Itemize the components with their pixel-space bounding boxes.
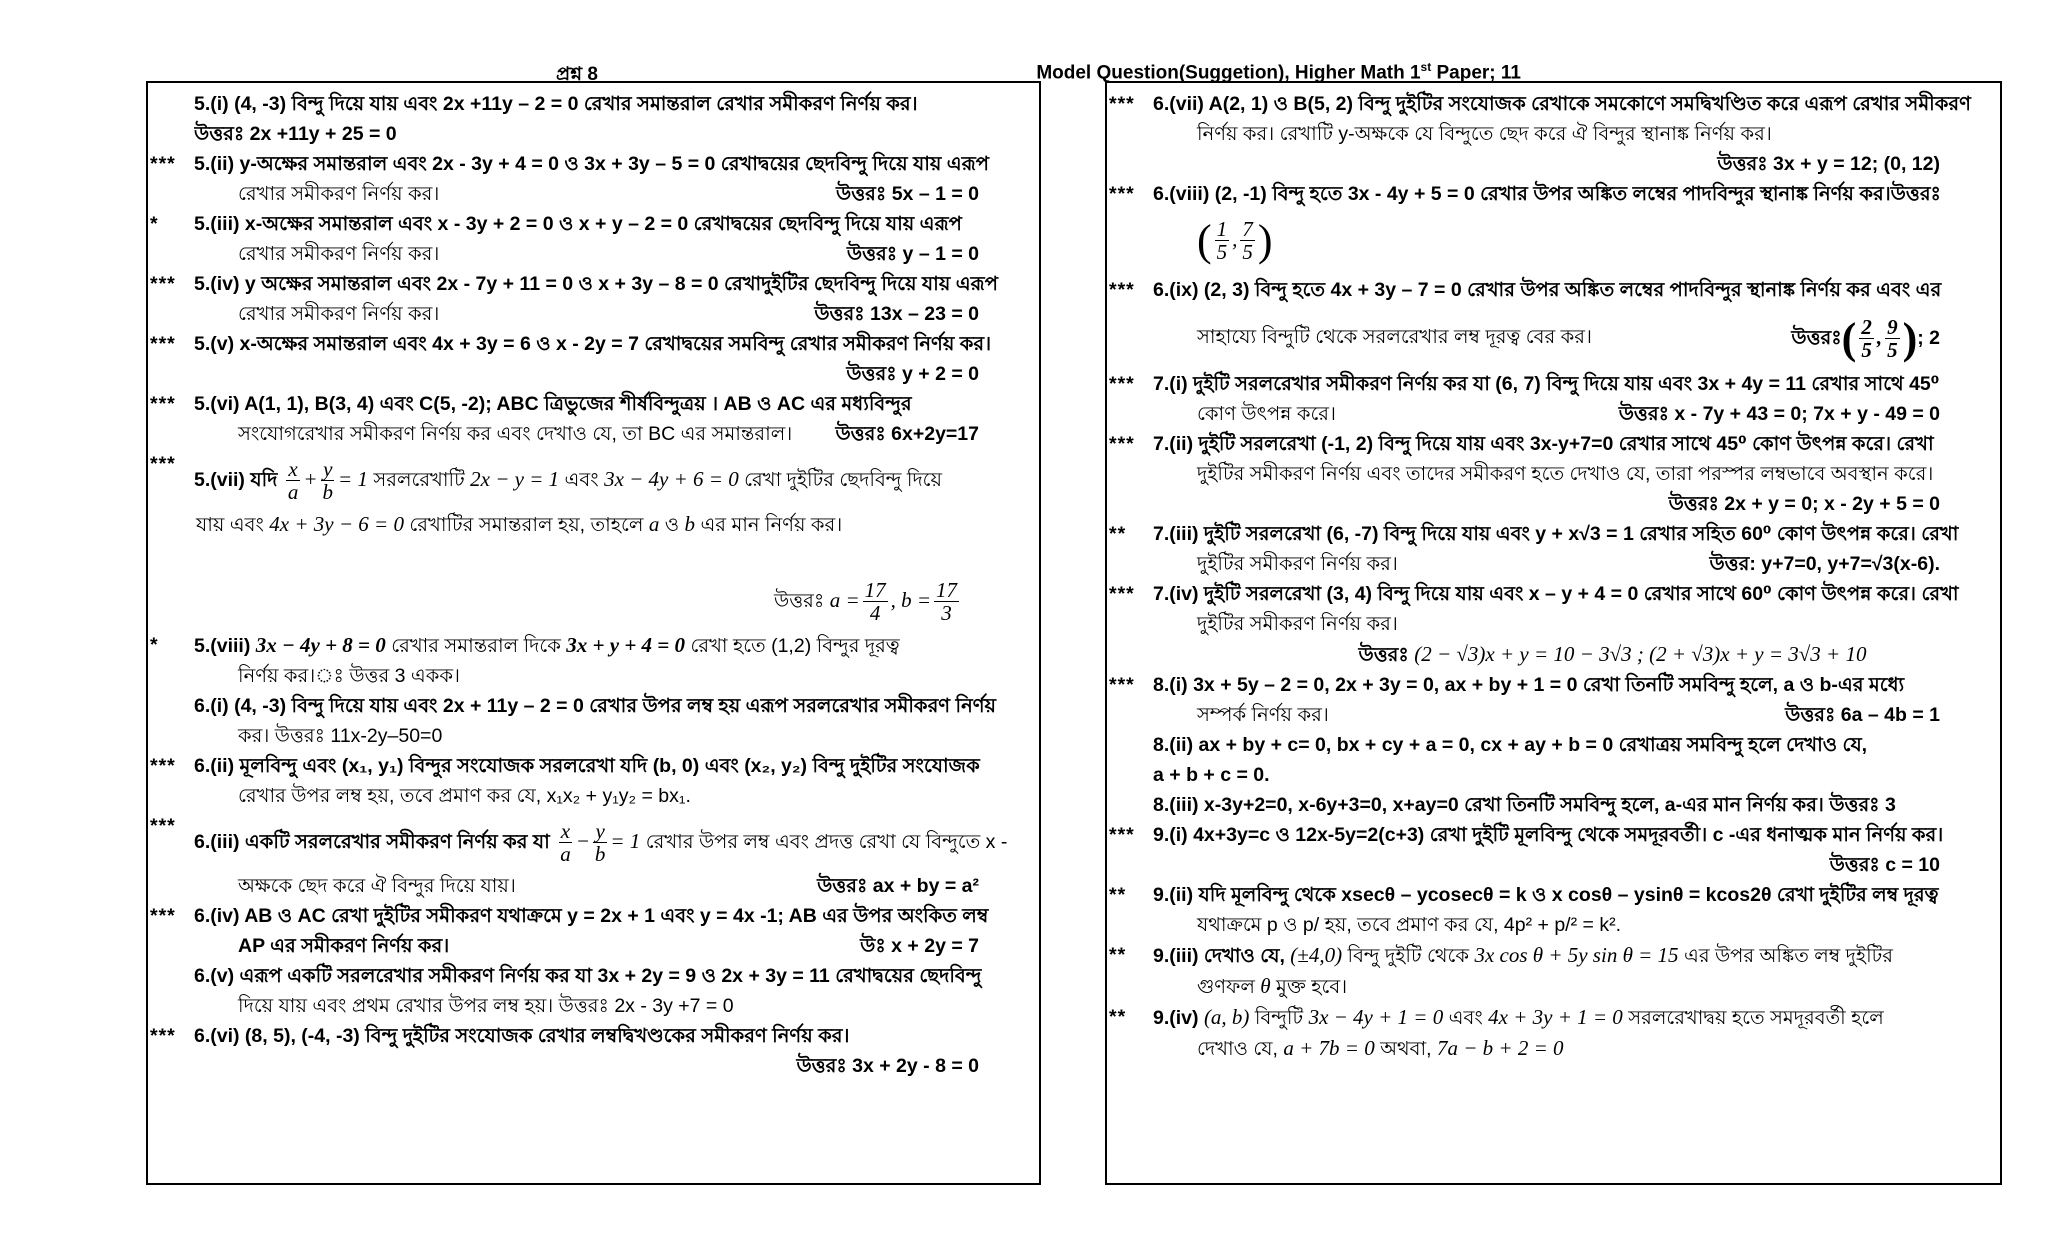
equation: a + 7b = 0 — [1283, 1036, 1375, 1060]
left-question-column — [146, 81, 1041, 1185]
question-text: 6.(viii) (2, -1) বিন্দু হতে 3x - 4y + 5 = 0 রেখার উপর অঙ্কিত লম্বের পাদবিন্দুর স্থানাঙ্ক নির্ণয় কর।উত্তরঃ — [1153, 183, 1941, 205]
equation: θ — [1260, 974, 1271, 998]
question-label: 5.(viii) — [194, 635, 251, 657]
importance-stars: *** — [1109, 93, 1135, 115]
question-9iii — [1107, 940, 1992, 1002]
question-9i — [1107, 820, 1992, 880]
question-text-cont: কর। উত্তরঃ 11x-2y–50=0 — [238, 725, 443, 747]
question-text: 5.(iii) x-অক্ষের সমান্তরাল এবং x - 3y + 2 = 0 ও x + y – 2 = 0 রেখাদ্বয়ের ছেদবিন্দু দিয়ে যায় এরূপ — [194, 213, 962, 235]
question-text: এবং — [564, 469, 599, 491]
equation: 3x − 4y + 6 = 0 — [604, 467, 739, 491]
importance-stars: *** — [1109, 674, 1135, 696]
equation: 3x − 4y + 1 = 0 — [1308, 1005, 1444, 1029]
answer-text: উত্তরঃ 6x+2y=17 — [835, 423, 979, 445]
fraction-y-over-b: $\frac{y}{b}$ — [594, 819, 606, 867]
importance-stars — [148, 961, 194, 1021]
question-6v — [148, 961, 1031, 1021]
importance-stars: *** — [150, 1025, 176, 1047]
question-text: 5.(ii) y-অক্ষের সমান্তরাল এবং 2x - 3y + 4 = 0 ও 3x + 3y – 5 = 0 রেখাদ্বয়ের ছেদবিন্দু দিয়ে যায় এরূপ — [194, 153, 990, 175]
answer-text: উত্তরঃ 6a – 4b = 1 — [1785, 704, 1940, 726]
question-text: দেখাও যে, — [1197, 1038, 1278, 1060]
question-text-cont: দুইটির সমীকরণ নির্ণয় এবং তাদের সমীকরণ হতে দেখাও যে, তারা পরস্পর লম্বভাবে অবস্থান করে। — [1197, 463, 1934, 485]
importance-stars: ** — [1109, 1006, 1127, 1028]
question-5vi — [148, 389, 1031, 449]
page-header-left: প্রশ্ন 8 — [556, 64, 598, 85]
importance-stars: *** — [1109, 279, 1135, 301]
question-5i — [148, 89, 1031, 149]
question-text-cont: সম্পর্ক নির্ণয় কর। — [1197, 704, 1329, 726]
importance-stars: * — [150, 634, 159, 656]
answer-text: উত্তরঃ 5x – 1 = 0 — [836, 183, 979, 205]
answer-text: উত্তরঃ 3x + y = 12; (0, 12) — [1717, 153, 1940, 175]
question-text: এর মান নির্ণয় কর। — [700, 514, 843, 536]
question-8iii — [1107, 790, 1992, 820]
answer-text: উত্তরঃ y – 1 = 0 — [846, 243, 979, 265]
header-page: Paper; 11 — [1431, 62, 1521, 84]
question-5iv — [148, 269, 1031, 329]
equation: 2x − y = 1 — [470, 467, 560, 491]
question-text: এবং — [1448, 1007, 1483, 1029]
question-text-cont: দিয়ে যায় এবং প্রথম রেখার উপর লম্ব হয়। উত্তরঃ 2x - 3y +7 = 0 — [238, 995, 734, 1017]
equation: 7a − b + 2 = 0 — [1437, 1036, 1564, 1060]
question-text: 6.(vi) (8, 5), (-4, -3) বিন্দু দুইটির সংযোজক রেখার লম্বদ্বিখণ্ডকের সমীকরণ নির্ণয় কর। — [194, 1025, 850, 1047]
question-text-cont: রেখার সমীকরণ নির্ণয় কর। — [238, 243, 440, 265]
importance-stars: *** — [150, 453, 176, 475]
question-text: যায় এবং — [196, 514, 264, 536]
answer-text: উত্তরঃ y + 2 = 0 — [846, 363, 979, 385]
question-5vii: *** 5.(vii) যদি $\frac{x}{a}$ + $\frac{y}{b}$ = 1 সরলরেখাটি 2x − y = 1 এবং 3x − 4y + 6 = 0 রেখা দুইটির ছেদবিন্দু দিয়ে যায় এবং 4x + 3y − 6 = 0 রেখাটির সমান্তরাল হয়, তাহলে a ও b এর মান নির্ণয় কর। উত্তরঃ a = $\frac{17}{4}$ , b = $\frac{17}{3}$ — [148, 449, 1031, 630]
question-text: 6.(ix) (2, 3) বিন্দু হতে 4x + 3y – 7 = 0 রেখার উপর অঙ্কিত লম্বের পাদবিন্দুর স্থানাঙ্ক নির্ণয় কর এবং এর — [1153, 279, 1942, 301]
question-9iv — [1107, 1002, 1992, 1064]
question-text: 5.(i) (4, -3) বিন্দু দিয়ে যায় এবং 2x +11y – 2 = 0 রেখার সমান্তরাল রেখার সমীকরণ নির্ণয় কর। — [194, 93, 918, 115]
question-text: রেখার উপর লম্ব এবং প্রদত্ত রেখা যে বিন্দুতে x - — [645, 831, 1008, 853]
question-8i — [1107, 670, 1992, 730]
question-text: 9.(ii) যদি মূলবিন্দু থেকে xsecθ – ycosecθ = k ও x cosθ – ysinθ = kcos2θ রেখা দুইটির লম্ব দূরত্ব — [1153, 884, 1939, 906]
question-text: 5.(v) x-অক্ষের সমান্তরাল এবং 4x + 3y = 6 ও x - 2y = 7 রেখাদ্বয়ের সমবিন্দু রেখার সমীকরণ নির্ণয় কর। — [194, 333, 992, 355]
importance-stars: *** — [150, 815, 176, 837]
question-text-cont: যথাক্রমে p ও p/ হয়, তবে প্রমাণ কর যে, 4p² + p/² = k². — [1197, 914, 1621, 936]
importance-stars — [148, 89, 194, 149]
importance-stars: *** — [150, 393, 176, 415]
importance-stars: *** — [1109, 433, 1135, 455]
answer-text: উত্তরঃ c = 10 — [1829, 854, 1940, 876]
question-6vi — [148, 1021, 1031, 1081]
question-9ii — [1107, 880, 1992, 940]
question-text: 8.(ii) ax + by + c= 0, bx + cy + a = 0, cx + ay + b = 0 রেখাত্রয় সমবিন্দু হলে দেখাও যে, — [1153, 734, 1868, 756]
importance-stars — [1107, 790, 1153, 820]
question-6ix — [1107, 275, 1992, 369]
question-text-cont: দুইটির সমীকরণ নির্ণয় কর। — [1197, 613, 1398, 635]
right-question-column — [1105, 81, 2002, 1185]
question-6iv — [148, 901, 1031, 961]
question-text-cont: দুইটির সমীকরণ নির্ণয় কর। — [1197, 553, 1398, 575]
question-text: গুণফল — [1197, 976, 1255, 998]
question-text: 8.(iii) x-3y+2=0, x-6y+3=0, x+ay=0 রেখা তিনটি সমবিন্দু হলে, a-এর মান নির্ণয় কর। উত্তরঃ 3 — [1153, 794, 1896, 816]
importance-stars: *** — [1109, 373, 1135, 395]
question-7iv — [1107, 579, 1992, 670]
equation: (±4,0) — [1290, 943, 1343, 967]
answer-text: উত্তরঃ 13x – 23 = 0 — [814, 303, 979, 325]
question-5viii — [148, 630, 1031, 691]
question-6viii — [1107, 179, 1992, 271]
question-label: 9.(iii) দেখাও যে, — [1153, 945, 1285, 967]
answer-text: উত্তর: y+7=0, y+7=√3(x-6). — [1709, 553, 1940, 575]
question-text: 6.(ii) মূলবিন্দু এবং (x₁, y₁) বিন্দুর সংযোজক সরলরেখা যদি (b, 0) এবং (x₂, y₂) বিন্দু দুইটির সংযোজক — [194, 755, 980, 777]
importance-stars: *** — [150, 755, 176, 777]
question-text: 9.(i) 4x+3y=c ও 12x-5y=2(c+3) রেখা দুইটি মূলবিন্দু থেকে সমদূরবর্তী। c -এর ধনাত্মক মান নির্ণয় কর। — [1153, 824, 1944, 846]
equation: (a, b) — [1203, 1005, 1250, 1029]
question-text: রেখাটির সমান্তরাল হয়, তাহলে — [409, 514, 644, 536]
importance-stars: *** — [1109, 583, 1135, 605]
question-5v — [148, 329, 1031, 389]
question-text-cont: সাহায্যে বিন্দুটি থেকে সরলরেখার লম্ব দূরত্ব বের কর। — [1197, 326, 1592, 348]
question-text: 6.(v) এরূপ একটি সরলরেখার সমীকরণ নির্ণয় কর যা 3x + 2y = 9 ও 2x + 3y = 11 রেখাদ্বয়ের ছেদবিন্দু — [194, 965, 982, 987]
question-text: ও — [664, 514, 680, 536]
question-5iii — [148, 209, 1031, 269]
question-text: মুক্ত হবে। — [1276, 976, 1348, 998]
question-text-cont: সংযোগরেখার সমীকরণ নির্ণয় কর এবং দেখাও যে, তা BC এর সমান্তরাল। — [238, 423, 793, 445]
equation: 3x cos θ + 5y sin θ = 15 — [1474, 943, 1679, 967]
header-title: Model Question(Suggetion), Higher Math 1 — [1036, 62, 1421, 84]
question-5ii — [148, 149, 1031, 209]
question-7iii — [1107, 519, 1992, 579]
header-superscript: st — [1420, 60, 1432, 74]
question-label: 5.(vii) যদি — [194, 469, 278, 491]
question-text: 5.(vi) A(1, 1), B(3, 4) এবং C(5, -2); ABC ত্রিভুজের শীর্ষবিন্দুত্রয় । AB ও AC এর মধ্যবিন্দুর — [194, 393, 912, 415]
importance-stars: *** — [150, 905, 176, 927]
importance-stars: *** — [1109, 183, 1135, 205]
importance-stars — [1107, 730, 1153, 790]
question-text-cont: অক্ষকে ছেদ করে ঐ বিন্দুর দিয়ে যায়। — [238, 875, 516, 897]
answer-text: উত্তরঃ 2x + y = 0; x - 2y + 5 = 0 — [1668, 493, 1940, 515]
equation: 4x + 3y + 1 = 0 — [1488, 1005, 1623, 1029]
importance-stars: *** — [150, 153, 176, 175]
question-text: এর উপর অঙ্কিত লম্ব দুইটির — [1683, 945, 1893, 967]
question-text: 6.(iv) AB ও AC রেখা দুইটির সমীকরণ যথাক্রমে y = 2x + 1 এবং y = 4x -1; AB এর উপর অংকিত লম্ব — [194, 905, 989, 927]
question-text: 8.(i) 3x + 5y – 2 = 0, 2x + 3y = 0, ax + by + 1 = 0 রেখা তিনটি সমবিন্দু হলে, a ও b-এর মধ্যে — [1153, 674, 1905, 696]
importance-stars: ** — [1109, 944, 1127, 966]
equation: 3x + y + 4 = 0 — [566, 633, 686, 657]
question-text-cont: রেখার উপর লম্ব হয়, তবে প্রমাণ কর যে, x₁x₂ + y₁y₂ = bx₁. — [238, 785, 691, 807]
question-text-cont: রেখার সমীকরণ নির্ণয় কর। — [238, 183, 440, 205]
question-7i — [1107, 369, 1992, 429]
importance-stars: ** — [1109, 884, 1127, 906]
question-text: রেখা হতে (1,2) বিন্দুর দূরত্ব — [690, 635, 900, 657]
question-7ii — [1107, 429, 1992, 519]
question-6vii — [1107, 89, 1992, 179]
question-text-cont: কোণ উৎপন্ন করে। — [1197, 403, 1336, 425]
question-text-cont: a + b + c = 0. — [1153, 764, 1270, 786]
question-text: বিন্দু দুইটি থেকে — [1347, 945, 1470, 967]
answer-text: উত্তরঃ ax + by = a² — [817, 875, 979, 897]
question-6iii: *** 6.(iii) একটি সরলরেখার সমীকরণ নির্ণয় কর যা $\frac{x}{a}$ − $\frac{y}{b}$ = 1 রেখার উপর লম্ব এবং প্রদত্ত রেখা যে বিন্দুতে x - অক্ষকে ছেদ করে ঐ বিন্দুর দিয়ে যায়। উত্তরঃ ax + by = a² — [148, 811, 1031, 901]
answer-text: উত্তরঃ x - 7y + 43 = 0; 7x + y - 49 = 0 — [1618, 403, 1940, 425]
importance-stars: *** — [1109, 824, 1135, 846]
importance-stars — [148, 691, 194, 751]
question-label: 6.(iii) একটি সরলরেখার সমীকরণ নির্ণয় কর যা — [194, 831, 550, 853]
answer-text: উঃ x + 2y = 7 — [860, 935, 979, 957]
question-text: রেখা দুইটির ছেদবিন্দু দিয়ে — [744, 469, 943, 491]
question-text: রেখার সমান্তরাল দিকে — [391, 635, 561, 657]
question-6ii — [148, 751, 1031, 811]
question-text-cont: নির্ণয় কর।ঃ উত্তর 3 একক। — [238, 665, 460, 687]
question-text: সরলরেখাদ্বয় হতে সমদূরবর্তী হলে — [1628, 1007, 1884, 1029]
importance-stars: *** — [150, 333, 176, 355]
importance-stars: * — [150, 213, 159, 235]
question-text-cont: AP এর সমীকরণ নির্ণয় কর। — [238, 935, 450, 957]
question-text: 5.(iv) y অক্ষের সমান্তরাল এবং 2x - 7y + 11 = 0 ও x + 3y – 8 = 0 রেখাদুইটির ছেদবিন্দু দিয়ে যায় এরূপ — [194, 273, 998, 295]
question-text: 6.(i) (4, -3) বিন্দু দিয়ে যায় এবং 2x + 11y – 2 = 0 রেখার উপর লম্ব হয় এরূপ সরলরেখার সমীকরণ নির্ণয় — [194, 695, 996, 717]
question-6i — [148, 691, 1031, 751]
question-text: 7.(iii) দুইটি সরলরেখা (6, -7) বিন্দু দিয়ে যায় এবং y + x√3 = 1 রেখার সহিত 60⁰ কোণ উৎপন্ন করে। রেখা — [1153, 523, 1959, 545]
equation: 3x − 4y + 8 = 0 — [255, 633, 386, 657]
answer-text: উত্তরঃ( $\frac{2}{5}$ , $\frac{9}{5}$ ); 2 — [1791, 313, 1940, 363]
question-text: সরলরেখাটি — [373, 469, 465, 491]
question-label: 9.(iv) — [1153, 1007, 1199, 1029]
question-text-cont: নির্ণয় কর। রেখাটি y-অক্ষকে যে বিন্দুতে ছেদ করে ঐ বিন্দুর স্থানাঙ্ক নির্ণয় কর। — [1197, 123, 1772, 145]
answer-text: উত্তরঃ 3x + 2y - 8 = 0 — [796, 1055, 979, 1077]
importance-stars: *** — [150, 273, 176, 295]
question-text: 7.(i) দুইটি সরলরেখার সমীকরণ নির্ণয় কর যা (6, 7) বিন্দু দিয়ে যায় এবং 3x + 4y = 11 রেখার সাথে 45⁰ — [1153, 373, 1940, 395]
question-text: 6.(vii) A(2, 1) ও B(5, 2) বিন্দু দুইটির সংযোজক রেখাকে সমকোণে সমদ্বিখণ্ডিত করে এরূপ রেখার সমীকরণ — [1153, 93, 1971, 115]
equation: 4x + 3y − 6 = 0 — [269, 512, 404, 536]
answer-fraction: ( $\frac{1}{5}$ , $\frac{7}{5}$ ) — [1197, 215, 1273, 265]
fraction-y-over-b: $\frac{y}{b}$ — [322, 457, 333, 505]
answer-text: উত্তরঃ 2x +11y + 25 = 0 — [194, 123, 397, 145]
question-text: 7.(iv) দুইটি সরলরেখা (3, 4) বিন্দু দিয়ে যায় এবং x – y + 4 = 0 রেখার সাথে 60⁰ কোণ উৎপন্ন করে। রেখা — [1153, 583, 1959, 605]
question-text: অথবা, — [1380, 1038, 1432, 1060]
question-8ii — [1107, 730, 1992, 790]
fraction-x-over-a: $\frac{x}{a}$ — [560, 819, 571, 867]
answer-text: উত্তরঃ (2 − √3)x + y = 10 − 3√3 ; (2 + √3)x + y = 3√3 + 10 — [1358, 642, 1867, 666]
question-text: বিন্দুটি — [1254, 1007, 1304, 1029]
question-text-cont: রেখার সমীকরণ নির্ণয় কর। — [238, 303, 440, 325]
importance-stars: ** — [1109, 523, 1127, 545]
fraction-x-over-a: $\frac{x}{a}$ — [287, 457, 299, 505]
answer-text: উত্তরঃ a = $\frac{17}{4}$ , b = $\frac{17}{3}$ — [774, 578, 958, 626]
question-text: 7.(ii) দুইটি সরলরেখা (-1, 2) বিন্দু দিয়ে যায় এবং 3x-y+7=0 রেখার সাথে 45⁰ কোণ উৎপন্ন করে। রেখা — [1153, 433, 1934, 455]
